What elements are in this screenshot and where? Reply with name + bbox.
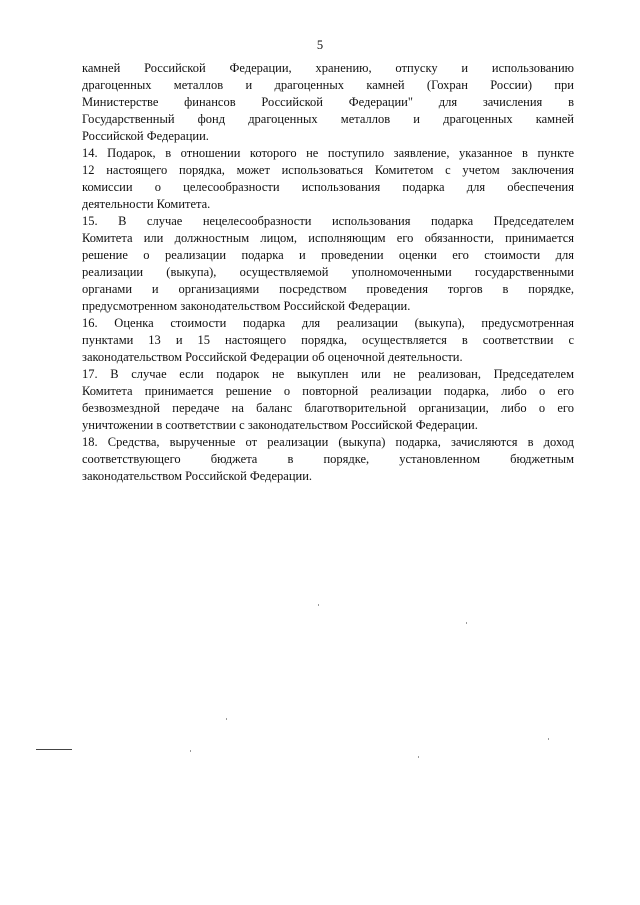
- paragraph-18: [82, 434, 574, 485]
- text-line: камней Российской Федерации, хранению, отпуску и использованию: [82, 61, 574, 75]
- text-line: Российской Федерации.: [82, 129, 209, 143]
- text-line: Министерстве финансов Российской Федерации" для зачисления в: [82, 95, 574, 109]
- text-line: Комитета или должностным лицом, исполняющим его обязанности, принимается: [82, 231, 574, 245]
- text-line: 18. Средства, вырученные от реализации (выкупа) подарка, зачисляются в доход: [82, 435, 574, 449]
- page-number: 5: [316, 38, 324, 52]
- text-line: пунктами 13 и 15 настоящего порядка, осуществляется в соответствии с: [82, 333, 574, 347]
- text-line: законодательством Российской Федерации об оценочной деятельности.: [82, 350, 463, 364]
- scan-speck: [318, 604, 319, 606]
- scan-speck: [466, 622, 467, 624]
- text-line: Комитета принимается решение о повторной реализации подарка, либо о его: [82, 384, 574, 398]
- text-line: решение о реализации подарка и проведении оценки его стоимости для: [82, 248, 574, 262]
- text-line: органами и организациями посредством проведения торгов в порядке,: [82, 282, 574, 296]
- text-line: 17. В случае если подарок не выкуплен или не реализован, Председателем: [82, 367, 574, 381]
- paragraph-15: [82, 213, 574, 315]
- text-line: безвозмездной передаче на баланс благотворительной организации, либо о его: [82, 401, 574, 415]
- margin-rule: [36, 749, 72, 750]
- text-line: 15. В случае нецелесообразности использования подарка Председателем: [82, 214, 574, 228]
- document-body: [82, 60, 574, 485]
- text-line: комиссии о целесообразности использования подарка для обеспечения: [82, 180, 574, 194]
- text-line: уничтожении в соответствии с законодательством Российской Федерации.: [82, 418, 478, 432]
- scan-speck: [190, 750, 191, 752]
- text-line: 14. Подарок, в отношении которого не поступило заявление, указанное в пункте: [82, 146, 574, 160]
- paragraph-14: [82, 145, 574, 213]
- text-line: реализации (выкупа), осуществляемой уполномоченными государственными: [82, 265, 574, 279]
- text-line: предусмотренном законодательством Российской Федерации.: [82, 299, 411, 313]
- text-line: законодательством Российской Федерации.: [82, 469, 313, 483]
- scan-speck: [226, 718, 227, 720]
- paragraph-17: [82, 366, 574, 434]
- text-line: 12 настоящего порядка, может использоваться Комитетом с учетом заключения: [82, 163, 574, 177]
- text-line: соответствующего бюджета в порядке, установленном бюджетным: [82, 452, 574, 466]
- text-line: драгоценных металлов и драгоценных камней (Гохран России) при: [82, 78, 574, 92]
- scan-speck: [418, 756, 419, 758]
- text-line: деятельности Комитета.: [82, 197, 211, 211]
- text-line: Государственный фонд драгоценных металлов и драгоценных камней: [82, 112, 574, 126]
- paragraph-16: [82, 315, 574, 366]
- scan-speck: [548, 738, 549, 740]
- text-line: 16. Оценка стоимости подарка для реализации (выкупа), предусмотренная: [82, 316, 574, 330]
- paragraph-13-continuation: [82, 60, 574, 145]
